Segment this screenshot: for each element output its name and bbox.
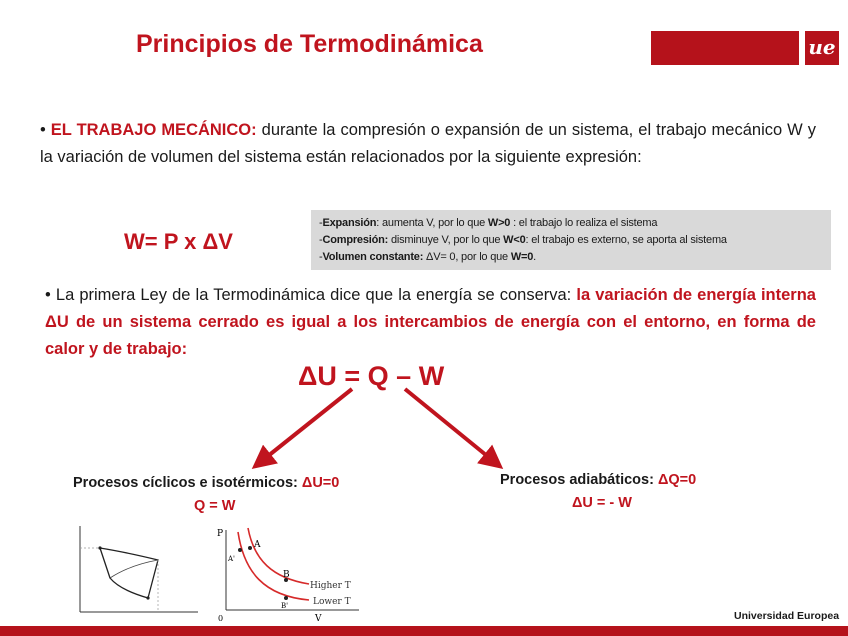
ue-logo-icon: ue: [805, 31, 839, 65]
cyclic-equation: Q = W: [194, 498, 236, 514]
point-a-prime: [238, 548, 242, 552]
work-heading: EL TRABAJO MECÁNICO:: [50, 121, 257, 139]
constant-text-1: ΔV= 0, por lo que: [423, 251, 511, 263]
footer-brand: Universidad Europea: [734, 610, 840, 622]
isotherm-y-label: P: [217, 529, 224, 539]
first-law-formula: ΔU = Q – W: [298, 361, 445, 391]
expansion-line: -Expansión: aumenta V, por lo que W>0 : el trabajo lo realiza el sistema: [319, 217, 658, 229]
point-a-label: A: [254, 540, 261, 550]
cycle-inner-path: [110, 560, 158, 578]
constant-label: Volumen constante:: [322, 251, 424, 263]
arrow-left-icon: [258, 389, 352, 464]
bullet: •: [40, 121, 46, 139]
cyclic-isothermal-title: [73, 475, 339, 491]
constant-cond: W=0: [510, 251, 534, 263]
expansion-text-2: : el trabajo lo realiza el sistema: [510, 217, 658, 229]
first-law-highlight: la variación de energía interna ΔU de un sistema cerrado es igual a los intercambios de energía con el entorno, en forma de calor y de trabajo:: [45, 286, 816, 358]
cycle-loop: [100, 548, 158, 598]
work-formula: W= P x ΔV: [124, 229, 233, 254]
cycle-point: [146, 596, 149, 599]
page-title: Principios de Termodinámica: [136, 30, 483, 58]
isotherm-x-label: V: [315, 614, 322, 624]
cycle-graph: [70, 520, 205, 622]
isotherm-graph: [214, 520, 364, 624]
lower-t-label: Lower T: [313, 597, 351, 607]
compression-text-1: disminuye V, por lo que: [388, 234, 504, 246]
constant-volume-line: -Volumen constante: ΔV= 0, por lo que W=0.: [319, 251, 537, 263]
compression-label: Compresión:: [322, 234, 389, 246]
arrow-right-icon: [405, 389, 497, 464]
bullet: •: [45, 286, 51, 304]
first-law-body: La primera Ley de la Termodinámica dice que la energía se conserva:: [55, 286, 572, 304]
higher-t-curve: [248, 528, 309, 584]
adiabatic-condition: ΔQ=0: [657, 472, 697, 488]
cyclic-title-text: Procesos cíclicos e isotérmicos:: [73, 475, 298, 491]
cyclic-condition: ΔU=0: [301, 475, 340, 491]
point-b-label: B: [283, 570, 290, 580]
adiabatic-title-text: Procesos adiabáticos:: [500, 472, 654, 488]
expansion-label: Expansión: [322, 217, 377, 229]
isotherm-origin: 0: [218, 614, 224, 623]
work-body: durante la compresión o expansión de un sistema, el trabajo mecánico W y la variación de volumen del sistema están relacionados por la siguiente expresión:: [40, 121, 816, 166]
adiabatic-equation: ΔU = - W: [572, 495, 632, 511]
compression-cond: W<0: [503, 234, 526, 246]
point-a-prime-label: A': [228, 555, 235, 563]
higher-t-label: Higher T: [310, 581, 351, 591]
lower-t-curve: [238, 532, 309, 600]
cycle-point: [98, 546, 101, 549]
compression-text-2: : el trabajo es externo, se aporta al sistema: [525, 234, 727, 246]
point-a: [248, 546, 252, 550]
constant-text-2: .: [533, 251, 537, 263]
expansion-text-1: : aumenta V, por lo que: [376, 217, 488, 229]
compression-line: -Compresión: disminuye V, por lo que W<0: el trabajo es externo, se aporta al sistema: [319, 234, 727, 246]
expansion-cond: W>0: [487, 217, 511, 229]
point-b-prime: [284, 596, 288, 600]
adiabatic-title: [500, 472, 696, 488]
footer-bar: [0, 626, 848, 636]
point-b-prime-label: B': [281, 602, 289, 610]
